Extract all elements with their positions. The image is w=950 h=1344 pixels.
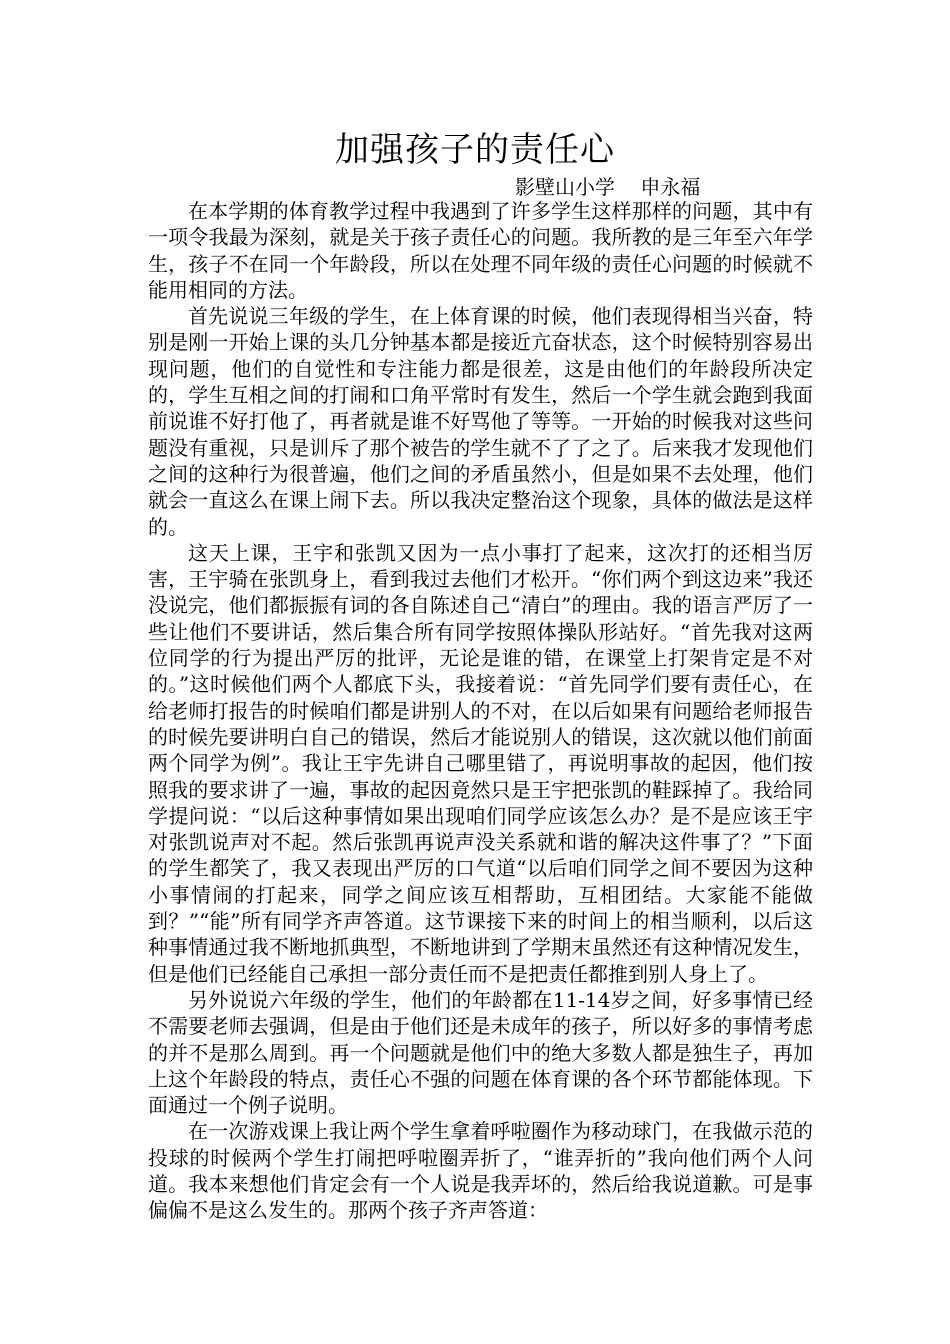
document-title: 加强孩子的责任心 — [335, 130, 615, 170]
paragraph-3: 这天上课，王宇和张凯又因为一点小事打了起来，这次打的还相当厉害，王宇骑在张凯身上，看到我过去他们才松开。“你们两个到这边来”我还没说完，他们都振振有词的各自陈述自己“清白”的理由。我的语言严厉了一些让他们不要讲话，然后集合所有同学按照体操队形站好。“首先我对这两位同学的行为提出严厉的批评，无论是谁的错，在课堂上打架肯定是不对的。”这时候他们两个人都底下头，我接着说：“首先同学们要有责任心，在给老师打报告的时候咱们都是讲别人的不对，在以后如果有问题给老师报告的时候先要讲明白自己的错误，然后才能说别人的错误，这次就以他们前面两个同学为例”。我让王宇先讲自己哪里错了，再说明事故的起因，他们按照我的要求讲了一遍，事故的起因竟然只是王宇把张凯的鞋踩掉了。我给同学提问说：“以后这种事情如果出现咱们同学应该怎么办？是不是应该王宇对张凯说声对不起。然后张凯再说声没关系就和谐的解决这件事了？”下面的学生都笑了，我又表现出严厉的口气道“以后咱们同学之间不要因为这种小事情闹的打起来，同学之间应该互相帮助，互相团结。大家能不能做到？”“能”所有同学齐声答道。这节课接下来的时间上的相当顺利，以后这种事情通过我不断地抓典型，不断地讲到了学期末虽然还有这种情况发生，但是他们已经能自己承担一部分责任而不是把责任都推到别人身上了。 — [148, 540, 813, 986]
paragraph-2: 首先说说三年级的学生，在上体育课的时候，他们表现得相当兴奋，特别是刚一开始上课的头几分钟基本都是接近亢奋状态，这个时候特别容易出现问题，他们的自觉性和专注能力都是很差，这是由他们的年龄段所决定的，学生互相之间的打闹和口角平常时有发生，然后一个学生就会跑到我面前说谁不好打他了，再者就是谁不好骂他了等等。一开始的时候我对这些问题没有重视，只是训斥了那个被告的学生就不了了之了。后来我才发现他们之间的这种行为很普遍，他们之间的矛盾虽然小，但是如果不去处理，他们就会一直这么在课上闹下去。所以我决定整治这个现象，具体的做法是这样的。 — [148, 304, 813, 539]
paragraph-4: 另外说说六年级的学生，他们的年龄都在11-14岁之间，好多事情已经不需要老师去强调，但是由于他们还是未成年的孩子，所以好多的事情考虑的并不是那么周到。再一个问题就是他们中的绝大多数人都是独生子，再加上这个年龄段的特点，责任心不强的问题在体育课的各个环节都能体现。下面通过一个例子说明。 — [148, 987, 813, 1118]
document-body — [148, 198, 813, 1224]
paragraph-1: 在本学期的体育教学过程中我遇到了许多学生这样那样的问题，其中有一项令我最为深刻，就是关于孩子责任心的问题。我所教的是三年至六年学生，孩子不在同一个年龄段，所以在处理不同年级的责任心问题的时候就不能用相同的方法。 — [148, 199, 813, 302]
paragraph-5: 在一次游戏课上我让两个学生拿着呼啦圈作为移动球门，在我做示范的投球的时候两个学生打闹把呼啦圈弄折了，“谁弄折的”我向他们两个人问道。我本来想他们肯定会有一个人说是我弄坏的，然后给我说道歉。可是事偏偏不是这么发生的。那两个孩子齐声答道： — [148, 1119, 813, 1223]
author-byline: 影壁山小学 申永福 — [515, 175, 701, 199]
